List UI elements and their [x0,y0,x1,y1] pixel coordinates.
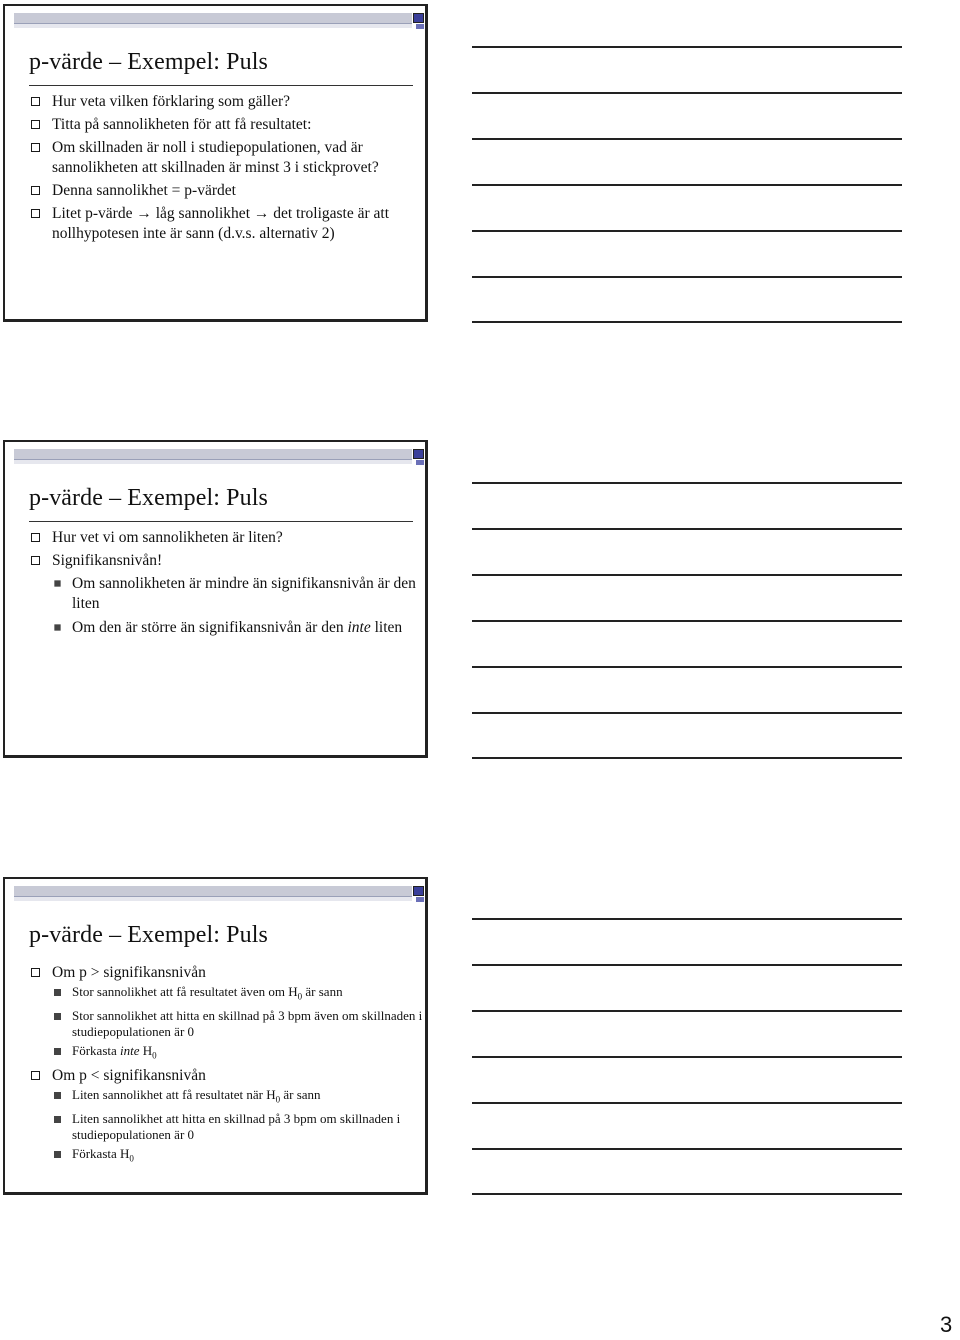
bullet-item: Om skillnaden är noll i studiepopulationen, vad är sannolikheten att skillnaden är minst 3 i stickprovet? [29,138,424,178]
sub-bullet-item: Stor sannolikhet att hitta en skillnad på 3 bpm även om skillnaden i studiepopulationen är 0 [29,1008,424,1040]
filled-square-bullet-icon [54,1048,61,1055]
filled-square-bullet-icon [54,1013,61,1020]
bullet-item: Hur vet vi om sannolikheten är liten? [29,528,424,548]
note-line [472,230,902,232]
note-line [472,1010,902,1012]
sub-bullet-item: Liten sannolikhet att hitta en skillnad på 3 bpm om skillnaden i studiepopulationen är 0 [29,1111,424,1143]
hollow-square-bullet-icon [31,1071,40,1080]
filled-square-bullet-icon [54,624,60,630]
slide-header-bar [14,886,422,900]
hollow-square-bullet-icon [31,120,40,129]
note-line [472,757,902,759]
slide-body [29,92,424,247]
note-line [472,92,902,94]
note-line [472,1193,902,1195]
note-line [472,321,902,323]
slide-body [29,528,424,642]
slide-title: p-värde – Exempel: Puls [29,485,268,511]
hollow-square-bullet-icon [31,209,40,218]
page-number: 3 [940,1312,953,1337]
slide-header-bar [14,13,422,27]
note-line [472,918,902,920]
sub-bullet-item: Liten sannolikhet att få resultatet när $H_0$ är sann [29,1087,424,1108]
hollow-square-bullet-icon [31,97,40,106]
hollow-square-bullet-icon [31,186,40,195]
bullet-item: Hur veta vilken förklaring som gäller? [29,92,424,112]
note-line [472,528,902,530]
note-line [472,574,902,576]
slide-body [29,963,424,1169]
sub-bullet-item: Stor sannolikhet att få resultatet även om $H_0$ är sann [29,984,424,1005]
note-line [472,276,902,278]
slide-2 [3,440,428,758]
bullet-item: Signifikansnivån! [29,551,424,571]
sub-bullet-item: Förkasta inte $H_0$ [29,1043,424,1064]
filled-square-bullet-icon [54,1116,61,1123]
note-line [472,1056,902,1058]
slide-1 [3,4,428,322]
hollow-square-bullet-icon [31,533,40,542]
note-line [472,138,902,140]
sub-bullet-item: Om sannolikheten är mindre än signifikansnivån är den liten [29,574,424,614]
slide-header-bar [14,449,422,463]
note-line [472,46,902,48]
title-divider [29,521,413,522]
note-line [472,482,902,484]
bullet-item: Denna sannolikhet = p-värdet [29,181,424,201]
slide-title: p-värde – Exempel: Puls [29,49,268,75]
note-line [472,1102,902,1104]
bullet-item: Titta på sannolikheten för att få resultatet: [29,115,424,135]
bullet-item: Om p > signifikansnivån [29,963,424,982]
bullet-item: Om p < signifikansnivån [29,1066,424,1085]
slide-title: p-värde – Exempel: Puls [29,922,268,948]
sub-bullet-item: Om den är större än signifikansnivån är den inte liten [29,618,424,638]
filled-square-bullet-icon [54,1092,61,1099]
filled-square-bullet-icon [54,1151,61,1158]
hollow-square-bullet-icon [31,968,40,977]
hollow-square-bullet-icon [31,556,40,565]
filled-square-bullet-icon [54,580,60,586]
bullet-item: Litet p-värde → låg sannolikhet → det troligaste är att nollhypotesen inte är sann (d.v.s. alternativ 2) [29,204,424,244]
note-line [472,184,902,186]
note-line [472,620,902,622]
note-line [472,1148,902,1150]
slide-3 [3,877,428,1195]
filled-square-bullet-icon [54,989,61,996]
note-line [472,666,902,668]
sub-bullet-item: Förkasta $H_0$ [29,1146,424,1167]
note-line [472,712,902,714]
note-line [472,964,902,966]
title-divider [29,85,413,86]
hollow-square-bullet-icon [31,143,40,152]
